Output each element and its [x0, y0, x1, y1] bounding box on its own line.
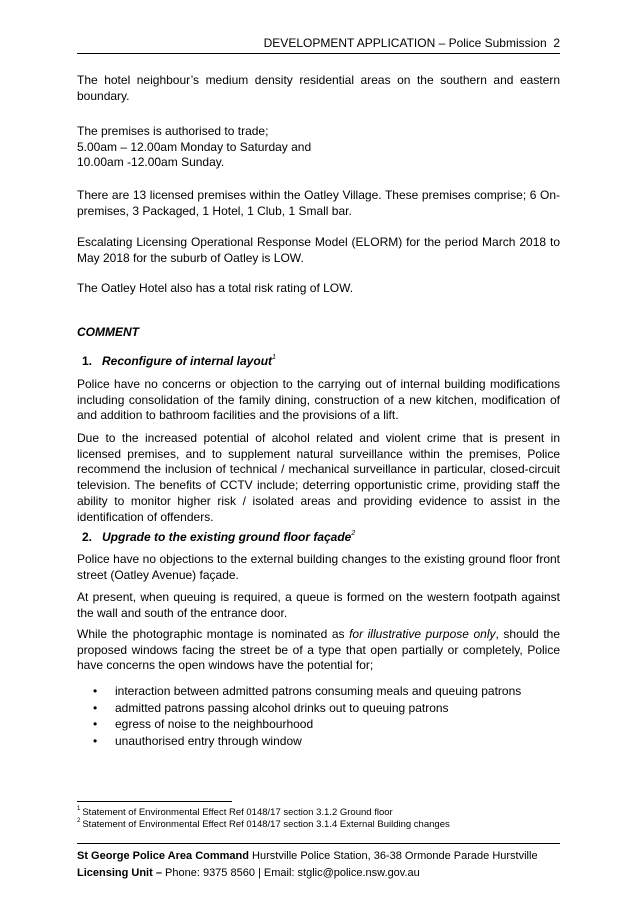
section-1-number: 1.: [82, 354, 93, 368]
section-2-paragraph-2: At present, when queuing is required, a queue is formed on the western footpath against the wall and south of the entrance door.: [77, 590, 560, 620]
section-1-title: Reconfigure of internal layout: [102, 354, 273, 368]
bullet-icon: •: [93, 733, 98, 748]
footnote-1: [77, 807, 560, 819]
footnote-ref-1[interactable]: 1: [272, 354, 276, 361]
section-2-paragraph-3-start: While the photographic montage is nominated as: [77, 627, 350, 641]
elorm-paragraph: Escalating Licensing Operational Response Model (ELORM) for the period March 2018 to May 2018 for the suburb of Oatley is LOW.: [77, 235, 560, 265]
neighbours-paragraph: The hotel neighbour’s medium density residential areas on the southern and eastern boundary.: [77, 73, 560, 103]
list-item-text: interaction between admitted patrons consuming meals and queuing patrons: [115, 684, 522, 698]
footnote-2-mark: 2: [77, 817, 81, 824]
footer-address: Hurstville Police Station, 36-38 Ormonde Parade Hurstville: [248, 850, 538, 862]
section-1-heading: [82, 354, 276, 369]
footer-divider: [77, 843, 560, 844]
illustrative-purpose-phrase: for illustrative purpose only: [349, 627, 496, 641]
list-item-text: admitted patrons passing alcohol drinks out to queuing patrons: [115, 700, 449, 715]
section-1-paragraph-1: Police have no concerns or objection to the carrying out of internal building modifications including consolidation of the family dining, construction of a new kitchen, modification of and addition to bathroom facilities and the provisions of a lift.: [77, 377, 560, 423]
section-2-heading: [82, 530, 355, 545]
footnote-2-text: Statement of Environmental Effect Ref 0148/17 section 3.1.4 External Building changes: [82, 819, 450, 830]
list-item-text: egress of noise to the neighbourhood: [115, 717, 314, 731]
bullet-icon: •: [93, 700, 98, 715]
section-1-paragraph-2: Due to the increased potential of alcohol related and violent crime that is present in licensed premises, and to supplement natural surveillance within the premises, Police recommend the inclusion of technical / mechanical surveillance in particular, closed-circuit television. The benefits of CCTV include; deterring opportunistic crime, providing staff the ability to monitor higher risk / isolated areas and providing evidence to assist in the identification of offenders.: [77, 431, 560, 524]
footnotes: [77, 807, 560, 831]
section-2-paragraph-1: Police have no objections to the external building changes to the existing ground floor front street (Oatley Avenue) façade.: [77, 552, 560, 582]
list-item: [77, 716, 560, 733]
list-item-text: unauthorised entry through window: [115, 733, 302, 748]
header-divider: [77, 53, 560, 54]
trading-hours-intro: The premises is authorised to trade;: [77, 124, 269, 138]
page-number: 2: [553, 36, 560, 50]
section-2-number: 2.: [82, 530, 93, 544]
footnote-1-text: Statement of Environmental Effect Ref 0148/17 section 3.1.2 Ground floor: [82, 807, 393, 818]
bullet-icon: •: [93, 717, 98, 731]
risk-rating-paragraph: The Oatley Hotel also has a total risk rating of LOW.: [77, 281, 354, 295]
footnote-divider: [77, 801, 232, 802]
section-2-paragraph-3: [77, 627, 560, 674]
list-item: [77, 683, 560, 700]
section-2-title: Upgrade to the existing ground floor façade: [102, 530, 352, 544]
trading-hours: [77, 124, 560, 171]
page-header: [77, 36, 560, 50]
footer-command-line: [77, 850, 560, 863]
comment-heading: COMMENT: [77, 325, 139, 339]
footnote-1-mark: 1: [77, 805, 81, 812]
concerns-list: [77, 683, 560, 749]
footer-contact: Phone: 9375 8560 | Email: stglic@police.nsw.gov.au: [161, 867, 420, 879]
header-title: DEVELOPMENT APPLICATION – Police Submission: [263, 36, 547, 50]
bullet-icon: •: [93, 684, 98, 698]
footnote-ref-2[interactable]: 2: [351, 530, 356, 537]
footer-command: St George Police Area Command: [77, 850, 249, 862]
trading-hours-weekday: 5.00am – 12.00am Monday to Saturday and: [77, 139, 312, 154]
list-item: [77, 700, 560, 717]
trading-hours-sunday: 10.00am -12.00am Sunday.: [77, 155, 225, 170]
footnote-2: [77, 819, 560, 831]
footer-unit: Licensing Unit –: [77, 867, 162, 879]
footer-contact-line: [77, 867, 560, 880]
list-item: [77, 733, 560, 750]
licensed-premises-paragraph: There are 13 licensed premises within the Oatley Village. These premises comprise; 6 On-premises, 3 Packaged, 1 Hotel, 1 Club, 1 Small bar.: [77, 188, 560, 218]
section-2-paragraph-3-end: , should the proposed windows facing the street be of a type that open partially or completely, Police have concerns the open windows have the potential for;: [77, 627, 560, 673]
